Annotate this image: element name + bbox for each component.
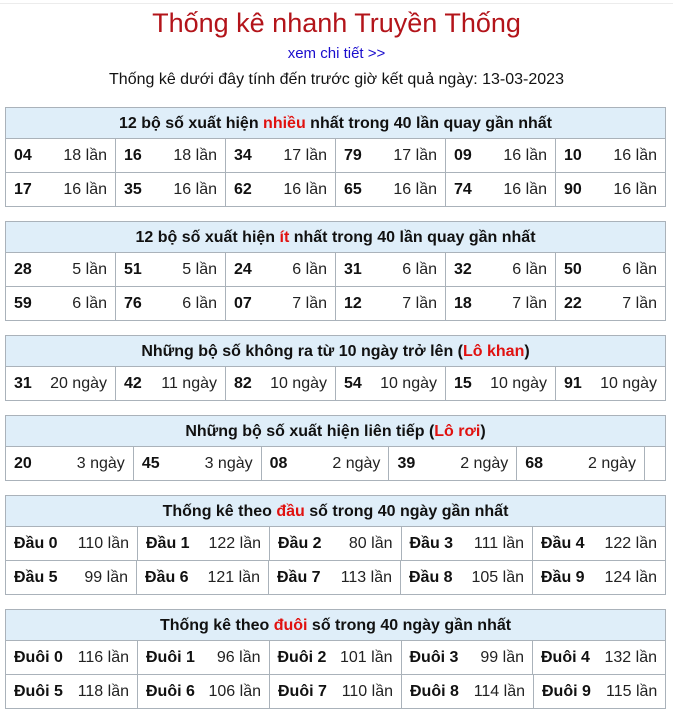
page-title: Thống kê nhanh Truyền Thống [152, 8, 521, 38]
stat-cell [6, 447, 134, 481]
stat-cell [270, 527, 402, 561]
stat-number: Đuôi 1 [146, 648, 195, 666]
stat-count: 17 lần [393, 146, 437, 164]
stat-cell [137, 561, 269, 595]
stat-count: 96 lần [216, 648, 261, 666]
stat-cell [446, 139, 556, 173]
stat-count: 10 ngày [270, 374, 327, 392]
section-header [5, 335, 666, 367]
stat-number: 68 [525, 454, 544, 472]
stat-number: Đầu 4 [541, 534, 585, 552]
detail-link[interactable]: xem chi tiết >> [287, 45, 386, 62]
stat-number: Đuôi 2 [277, 648, 327, 666]
section-header [5, 495, 666, 527]
stat-cell [389, 447, 517, 481]
stat-number: 15 [454, 374, 472, 392]
stat-count: 106 lần [208, 682, 261, 700]
header-text: 12 bộ số xuất hiện [135, 229, 280, 246]
stat-cell [556, 367, 666, 401]
stat-cell [6, 675, 138, 709]
stat-cell [336, 253, 446, 287]
stat-cell [336, 139, 446, 173]
table-row [5, 253, 666, 287]
least-frequent-table [5, 221, 666, 321]
stat-number: 91 [564, 374, 582, 392]
stat-count: 115 lần [606, 682, 658, 700]
stat-cell [534, 675, 666, 709]
stat-cell [138, 675, 270, 709]
section-header [5, 609, 666, 641]
stat-number: 50 [564, 260, 582, 278]
stat-cell [138, 641, 270, 675]
top-divider [0, 3, 673, 4]
stat-cell [402, 527, 534, 561]
stat-cell [533, 641, 666, 675]
stat-cell [517, 447, 645, 481]
stat-cell [556, 253, 666, 287]
stat-number: 09 [454, 146, 472, 164]
stat-cell [116, 173, 226, 207]
stat-count: 6 lần [622, 260, 657, 278]
stat-count: 5 lần [72, 260, 107, 278]
stat-count: 6 lần [292, 260, 327, 278]
stat-count: 17 lần [283, 146, 327, 164]
stat-count: 16 lần [503, 180, 547, 198]
header-highlight: ít [279, 229, 290, 246]
stat-number: 79 [344, 146, 362, 164]
dau-table [5, 495, 666, 595]
header-highlight: đầu [276, 503, 305, 520]
stat-cell [6, 527, 138, 561]
header-highlight: đuôi [273, 617, 308, 634]
stat-count: 16 lần [173, 180, 217, 198]
stat-count: 105 lần [471, 568, 524, 586]
stat-cell [533, 561, 666, 595]
stat-number: Đầu 0 [14, 534, 58, 552]
stat-cell [336, 173, 446, 207]
header-text: Thống kê theo [159, 617, 274, 634]
header-text: nhất trong 40 lần quay gần nhất [289, 229, 536, 246]
stat-count: 2 ngày [460, 454, 509, 472]
duoi-table [5, 609, 666, 709]
stat-number: 54 [344, 374, 362, 392]
stat-cell [6, 641, 138, 675]
header-text: ) [480, 423, 486, 440]
header-highlight: Lô rơi [434, 423, 481, 440]
stat-count: 3 ngày [204, 454, 253, 472]
stat-count: 5 lần [182, 260, 217, 278]
header-text: Những bộ số không ra từ 10 ngày trở lên ( [141, 343, 463, 360]
stat-number: Đầu 5 [14, 568, 58, 586]
stat-cell [269, 561, 401, 595]
stat-number: 90 [564, 180, 582, 198]
stat-count: 110 lần [77, 534, 129, 552]
stat-number: 07 [234, 294, 252, 312]
stat-count: 2 ngày [332, 454, 381, 472]
stat-number: 42 [124, 374, 142, 392]
stat-cell [116, 367, 226, 401]
stat-number: Đầu 8 [409, 568, 453, 586]
stat-number: 22 [564, 294, 582, 312]
header-text: ) [524, 343, 530, 360]
stat-count: 6 lần [512, 260, 547, 278]
stat-count: 110 lần [341, 682, 393, 700]
stat-number: Đuôi 6 [146, 682, 195, 700]
header-text: nhất trong 40 lần quay gần nhất [305, 115, 552, 132]
empty-cell [645, 447, 666, 481]
stat-cell [556, 139, 666, 173]
stat-cell [116, 139, 226, 173]
stat-number: 10 [564, 146, 582, 164]
table-row [5, 675, 666, 709]
table-row [5, 287, 666, 321]
stat-count: 2 ngày [588, 454, 637, 472]
section-header [5, 415, 666, 447]
stat-count: 124 lần [604, 568, 657, 586]
stat-number: Đầu 7 [277, 568, 321, 586]
stat-count: 7 lần [402, 294, 437, 312]
stat-cell [446, 253, 556, 287]
section-header [5, 221, 666, 253]
stat-cell [6, 287, 116, 321]
stat-cell [6, 253, 116, 287]
stat-number: 31 [14, 374, 32, 392]
stat-cell [270, 675, 402, 709]
stat-number: Đầu 9 [541, 568, 585, 586]
stat-cell [336, 287, 446, 321]
stat-cell [6, 561, 137, 595]
stat-count: 10 ngày [600, 374, 657, 392]
stat-count: 132 lần [604, 648, 657, 666]
stat-count: 6 lần [402, 260, 437, 278]
stat-number: 62 [234, 180, 252, 198]
most-frequent-table [5, 107, 666, 207]
stat-number: Đầu 3 [409, 534, 454, 552]
header-text: số trong 40 ngày gần nhất [304, 503, 509, 520]
stat-cell [270, 641, 402, 675]
stat-count: 6 lần [182, 294, 217, 312]
stat-number: 31 [344, 260, 362, 278]
header-text: Thống kê theo [162, 503, 277, 520]
lo-roi-table [5, 415, 666, 481]
stat-count: 18 lần [63, 146, 107, 164]
stat-number: 20 [14, 454, 32, 472]
stat-count: 114 lần [473, 682, 525, 700]
table-row [5, 561, 666, 595]
table-row [5, 527, 666, 561]
stat-cell [446, 287, 556, 321]
stat-count: 16 lần [63, 180, 107, 198]
stat-count: 20 ngày [50, 374, 107, 392]
stat-cell [6, 139, 116, 173]
stat-count: 16 lần [393, 180, 437, 198]
stat-cell [138, 527, 270, 561]
stat-cell [446, 367, 556, 401]
stat-number: 18 [454, 294, 472, 312]
stat-cell [226, 287, 336, 321]
stat-cell [262, 447, 390, 481]
stat-number: Đuôi 8 [410, 682, 459, 700]
stat-number: Đầu 6 [145, 568, 189, 586]
stat-cell [226, 173, 336, 207]
stat-cell [226, 253, 336, 287]
stat-count: 10 ngày [490, 374, 547, 392]
stat-number: 28 [14, 260, 32, 278]
stat-cell [533, 527, 666, 561]
table-row [5, 139, 666, 173]
header-text: 12 bộ số xuất hiện [119, 115, 264, 132]
stat-count: 3 ngày [76, 454, 125, 472]
stat-cell [6, 367, 116, 401]
stat-number: 24 [234, 260, 252, 278]
stat-count: 113 lần [340, 568, 392, 586]
table-row [5, 641, 666, 675]
section-header [5, 107, 666, 139]
stat-cell [402, 675, 534, 709]
stat-count: 7 lần [292, 294, 327, 312]
stat-number: 59 [14, 294, 32, 312]
stat-number: 08 [269, 454, 288, 472]
stat-count: 10 ngày [380, 374, 437, 392]
stat-cell [134, 447, 262, 481]
stat-count: 16 lần [503, 146, 547, 164]
header-text: Những bộ số xuất hiện liên tiếp ( [185, 423, 435, 440]
stat-number: 74 [454, 180, 472, 198]
stat-cell [556, 173, 666, 207]
stat-count: 99 lần [84, 568, 128, 586]
lo-khan-table [5, 335, 666, 401]
stat-count: 18 lần [173, 146, 217, 164]
stat-number: 34 [234, 146, 252, 164]
stat-count: 7 lần [512, 294, 547, 312]
stat-cell [116, 287, 226, 321]
stat-count: 111 lần [473, 534, 524, 552]
stat-number: 12 [344, 294, 362, 312]
header-text: số trong 40 ngày gần nhất [307, 617, 512, 634]
stat-number: 65 [344, 180, 362, 198]
stat-number: 39 [397, 454, 416, 472]
stat-count: 16 lần [283, 180, 327, 198]
stat-cell [116, 253, 226, 287]
stat-number: 35 [124, 180, 142, 198]
stat-count: 16 lần [613, 146, 657, 164]
stat-count: 122 lần [208, 534, 261, 552]
stat-cell [336, 367, 446, 401]
stat-number: 51 [124, 260, 142, 278]
table-row [5, 447, 666, 481]
page-subtitle: Thống kê dưới đây tính đến trước giờ kết quả ngày: 13-03-2023 [109, 71, 564, 88]
stat-cell [226, 367, 336, 401]
stat-cell [556, 287, 666, 321]
stat-number: Đuôi 4 [541, 648, 590, 666]
stat-count: 80 lần [348, 534, 393, 552]
stat-number: 17 [14, 180, 32, 198]
stat-cell [401, 561, 533, 595]
stat-count: 16 lần [613, 180, 657, 198]
stat-number: Đuôi 3 [409, 648, 459, 666]
stat-number: 82 [234, 374, 252, 392]
stat-count: 101 lần [340, 648, 393, 666]
stat-count: 7 lần [622, 294, 657, 312]
stat-number: 76 [124, 294, 142, 312]
stat-number: Đầu 1 [146, 534, 190, 552]
stat-count: 118 lần [77, 682, 129, 700]
stat-number: Đuôi 9 [542, 682, 591, 700]
stat-count: 121 lần [207, 568, 260, 586]
header-highlight: Lô khan [463, 343, 525, 360]
stat-count: 116 lần [77, 648, 129, 666]
stat-number: Đuôi 7 [278, 682, 327, 700]
stat-count: 11 ngày [161, 374, 217, 392]
table-row [5, 367, 666, 401]
stat-cell [446, 173, 556, 207]
stat-cell [226, 139, 336, 173]
stat-number: 45 [141, 454, 160, 472]
stat-count: 122 lần [604, 534, 657, 552]
stat-cell [6, 173, 116, 207]
table-row [5, 173, 666, 207]
stat-count: 6 lần [72, 294, 107, 312]
stat-number: 04 [14, 146, 32, 164]
stat-number: 16 [124, 146, 142, 164]
stat-number: 32 [454, 260, 472, 278]
stat-number: Đầu 2 [278, 534, 322, 552]
stat-cell [402, 641, 534, 675]
stat-number: Đuôi 0 [14, 648, 63, 666]
stat-number: Đuôi 5 [14, 682, 63, 700]
stat-count: 99 lần [480, 648, 524, 666]
header-highlight: nhiều [263, 115, 306, 132]
